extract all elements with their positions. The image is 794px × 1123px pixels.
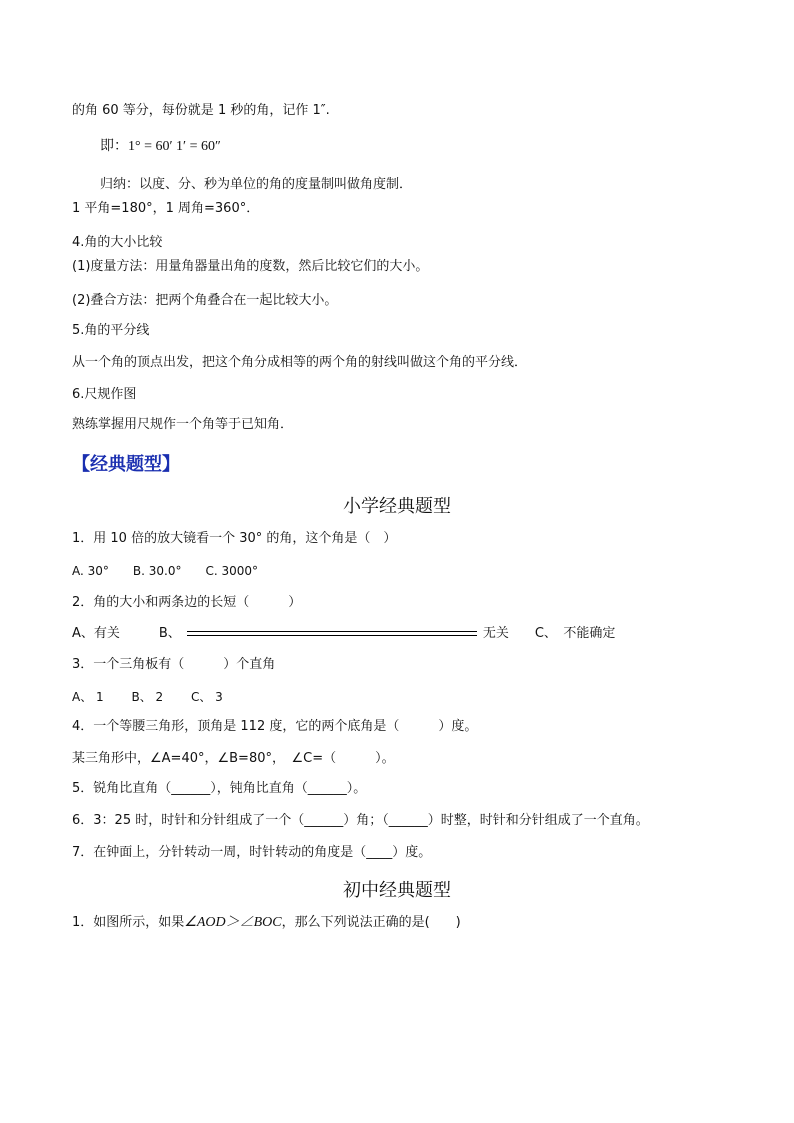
section-title-primary: 小学经典题型	[343, 496, 451, 517]
text-line: 1 平角=180°，1 周角=360°．	[72, 201, 260, 216]
question-5: 5．锐角比直角（______），钝角比直角（______）。	[72, 781, 367, 796]
section-label: 5.角的平分线	[72, 323, 150, 338]
section-label: 4.角的大小比较	[72, 235, 163, 250]
text-line-formula: 即：1° = 60′ 1′ = 60″	[100, 139, 221, 154]
text-line: 熟练掌握用尺规作一个角等于已知角．	[72, 417, 294, 432]
question-2-option-ab: A、有关 B、	[72, 626, 181, 641]
question-2-options	[72, 625, 615, 643]
double-rule	[187, 631, 477, 636]
question-6: 6．3：25 时，时针和分针组成了一个（______）角；（______）时整，时针和分针组成了一个直角。	[72, 813, 649, 828]
text-line: (1)度量方法：用量角器量出角的度数，然后比较它们的大小。	[72, 259, 429, 274]
question-2-option-bc: 无关 C、 不能确定	[482, 626, 616, 641]
question-7: 7．在钟面上，分针转动一周，时针转动的角度是（____）度。	[72, 845, 432, 860]
question-3-options: A、 1 B、 2 C、 3	[72, 690, 223, 704]
question-1-options: A. 30° B. 30.0° C. 3000°	[72, 564, 259, 578]
question-2: 2．角的大小和两条边的长短（ ）	[72, 595, 302, 610]
question-1: 1．用 10 倍的放大镜看一个 30° 的角，这个角是（ ）	[72, 531, 397, 546]
middle-question-1-pre: 1．如图所示，如果	[72, 915, 185, 930]
middle-question-1-post: ，那么下列说法正确的是( )	[281, 915, 461, 930]
text-line: 的角 60 等分，每份就是 1 秒的角，记作 1″.	[72, 103, 330, 118]
question-4: 4．一个等腰三角形，顶角是 112 度，它的两个底角是（ ）度。	[72, 719, 478, 734]
question-4b: 某三角形中，∠A=40°，∠B=80°， ∠C=（ ）。	[72, 751, 395, 766]
angle-comparison-math: ∠AOD＞∠BOC	[184, 915, 282, 930]
text-line: 归纳：以度、分、秒为单位的角的度量制叫做角度制．	[100, 177, 413, 192]
section-label: 6.尺规作图	[72, 387, 137, 402]
middle-question-1	[72, 914, 461, 932]
text-line: 从一个角的顶点出发，把这个角分成相等的两个角的射线叫做这个角的平分线．	[72, 355, 528, 370]
section-title-middle: 初中经典题型	[343, 880, 451, 901]
text-line: (2)叠合方法：把两个角叠合在一起比较大小。	[72, 293, 338, 308]
question-3: 3．一个三角板有（ ）个直角	[72, 657, 276, 672]
classic-problems-heading: 【经典题型】	[72, 454, 180, 475]
